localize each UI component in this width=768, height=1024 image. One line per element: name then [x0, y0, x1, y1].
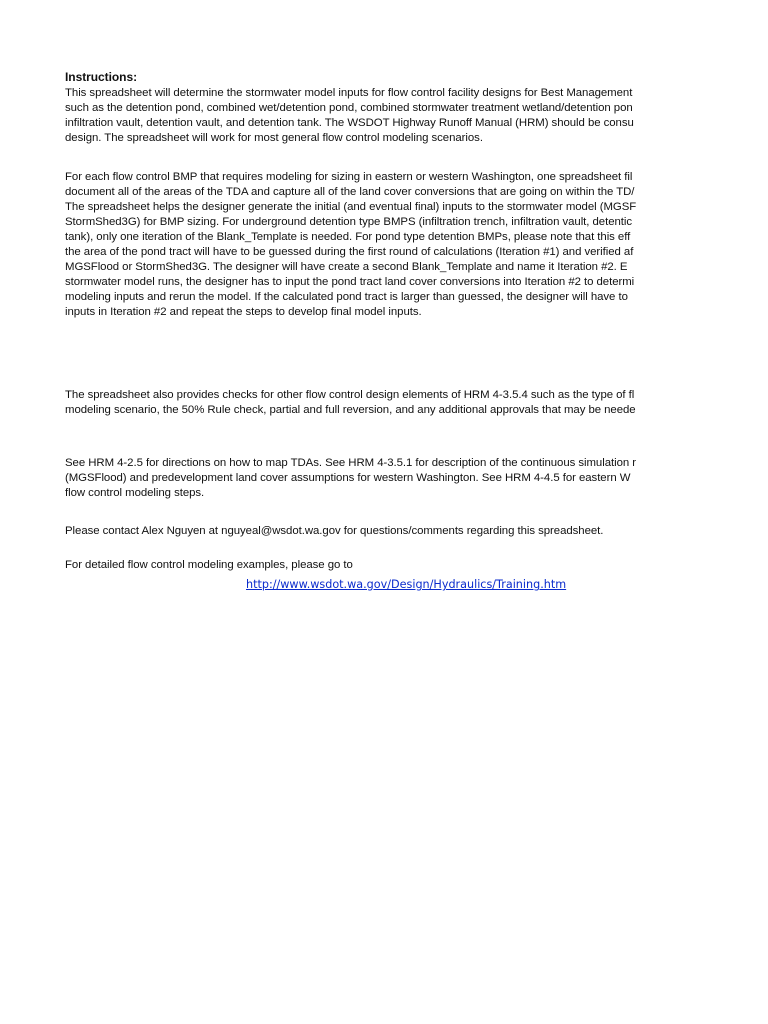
paragraph-references-line-3: flow control modeling steps.: [65, 487, 205, 499]
paragraph-usage-line-6: the area of the pond tract will have to be guessed during the first round of calculations (Iteration #1) and verified af: [65, 246, 634, 258]
contact-text: Please contact Alex Nguyen at nguyeal@wsdot.wa.gov for questions/comments regarding this spreadsheet.: [65, 525, 604, 537]
paragraph-checks-line-1: The spreadsheet also provides checks for other flow control design elements of HRM 4-3.5.4 such as the type of fl: [65, 389, 635, 401]
paragraph-references-line-1: See HRM 4-2.5 for directions on how to map TDAs. See HRM 4-3.5.1 for description of the continuous simulation r: [65, 457, 637, 469]
paragraph-checks-line-2: modeling scenario, the 50% Rule check, partial and full reversion, and any additional approvals that may be neede: [65, 404, 636, 416]
paragraph-usage-line-9: modeling inputs and rerun the model. If the calculated pond tract is larger than guessed, the designer will have to: [65, 291, 628, 303]
paragraph-purpose-line-3: infiltration vault, detention vault, and detention tank. The WSDOT Highway Runoff Manual (HRM) should be consu: [65, 117, 634, 129]
training-examples-link[interactable]: http://www.wsdot.wa.gov/Design/Hydraulics/Training.htm: [246, 578, 567, 591]
paragraph-usage-line-10: inputs in Iteration #2 and repeat the steps to develop final model inputs.: [65, 306, 422, 318]
paragraph-usage-line-8: stormwater model runs, the designer has to input the pond tract land cover conversions into Iteration #2 to determi: [65, 276, 635, 288]
paragraph-purpose: [65, 86, 705, 146]
paragraph-usage-line-4: StormShed3G) for BMP sizing. For underground detention type BMPS (infiltration trench, infiltration vault, detentic: [65, 216, 633, 228]
examples-link-row: [246, 575, 566, 593]
examples-intro-text: For detailed flow control modeling examples, please go to: [65, 559, 353, 571]
paragraph-usage: [65, 170, 705, 320]
paragraph-contact: [65, 524, 705, 539]
paragraph-usage-line-5: tank), only one iteration of the Blank_Template is needed. For pond type detention BMPs, please note that this eff: [65, 231, 631, 243]
paragraph-references: [65, 456, 705, 501]
paragraph-examples: [65, 558, 705, 573]
paragraph-purpose-line-4: design. The spreadsheet will work for most general flow control modeling scenarios.: [65, 132, 483, 144]
paragraph-usage-line-7: MGSFlood or StormShed3G. The designer will have create a second Blank_Template and name it Iteration #2. E: [65, 261, 628, 273]
paragraph-usage-line-2: document all of the areas of the TDA and capture all of the land cover conversions that are going on within the TD/: [65, 186, 635, 198]
paragraph-usage-line-1: For each flow control BMP that requires modeling for sizing in eastern or western Washington, one spreadsheet fil: [65, 171, 633, 183]
instructions-heading-block: [65, 70, 705, 85]
paragraph-references-line-2: (MGSFlood) and predevelopment land cover assumptions for western Washington. See HRM 4-4.5 for eastern W: [65, 472, 631, 484]
paragraph-purpose-line-2: such as the detention pond, combined wet/detention pond, combined stormwater treatment wetland/detention pon: [65, 102, 633, 114]
paragraph-usage-line-3: The spreadsheet helps the designer generate the initial (and eventual final) inputs to the stormwater model (MGSF: [65, 201, 637, 213]
instructions-heading: Instructions:: [65, 70, 138, 84]
paragraph-purpose-line-1: This spreadsheet will determine the stormwater model inputs for flow control facility designs for Best Management: [65, 87, 633, 99]
paragraph-checks: [65, 388, 705, 418]
